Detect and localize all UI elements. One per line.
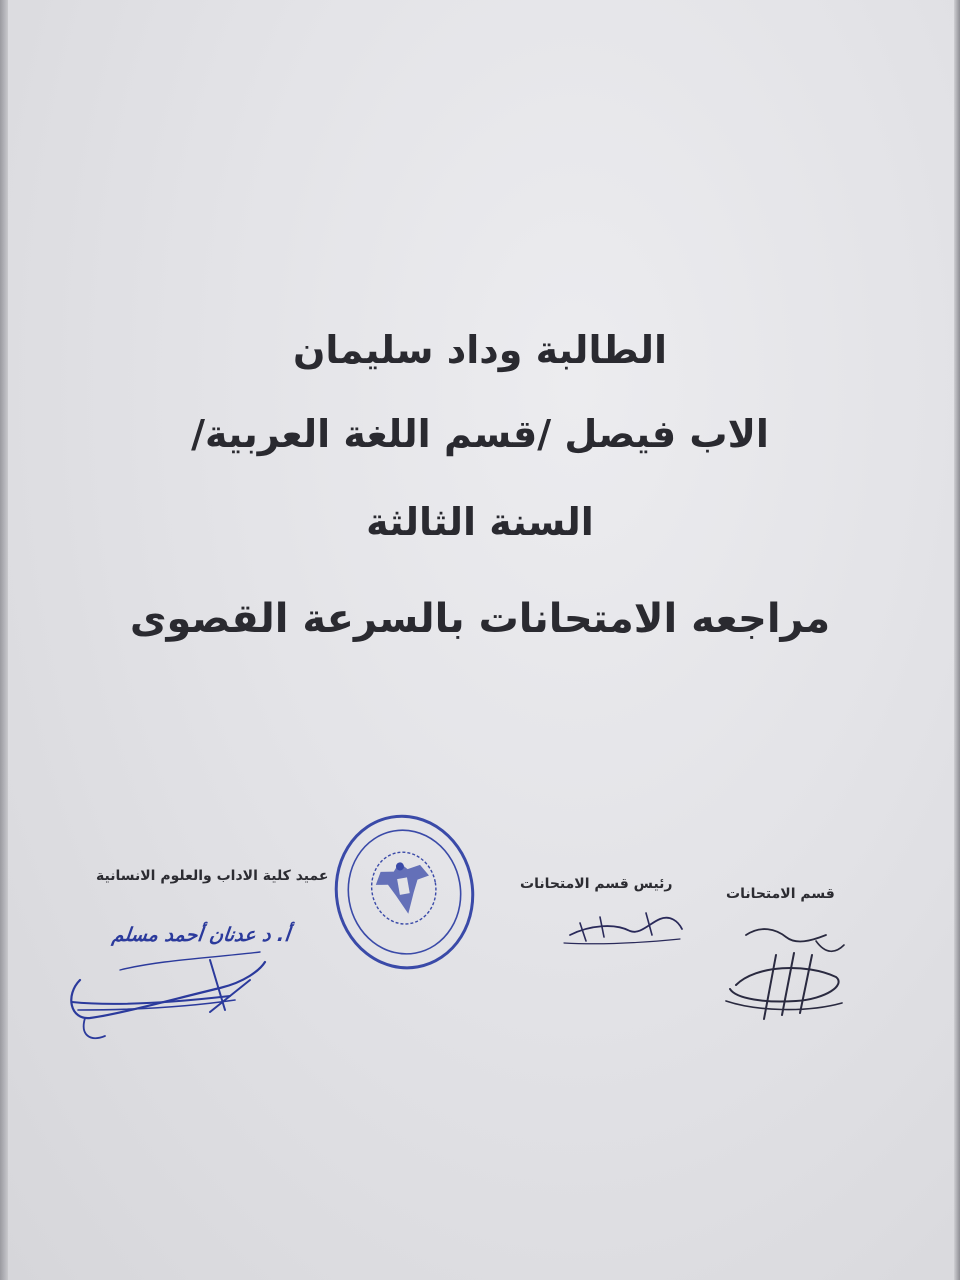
faculty-stamp	[330, 810, 480, 985]
exams-dept-label: قسم الامتحانات	[726, 886, 835, 902]
dean-name-stamp: أ. د عدنان أحمد مسلم	[110, 924, 291, 946]
student-name-line: الطالبة وداد سليمان	[292, 328, 668, 372]
year-line: السنة الثالثة	[366, 500, 594, 544]
dean-signature	[60, 940, 280, 1050]
exam-head-signature	[560, 895, 690, 955]
father-department-line: الاب فيصل /قسم اللغة العربية/	[191, 412, 769, 456]
request-line: مراجعه الامتحانات بالسرعة القصوى	[129, 596, 831, 642]
exam-head-label: رئيس قسم الامتحانات	[520, 876, 673, 892]
exams-dept-signature	[716, 915, 856, 1035]
dean-label: عميد كلية الاداب والعلوم الانسانية	[96, 868, 329, 884]
